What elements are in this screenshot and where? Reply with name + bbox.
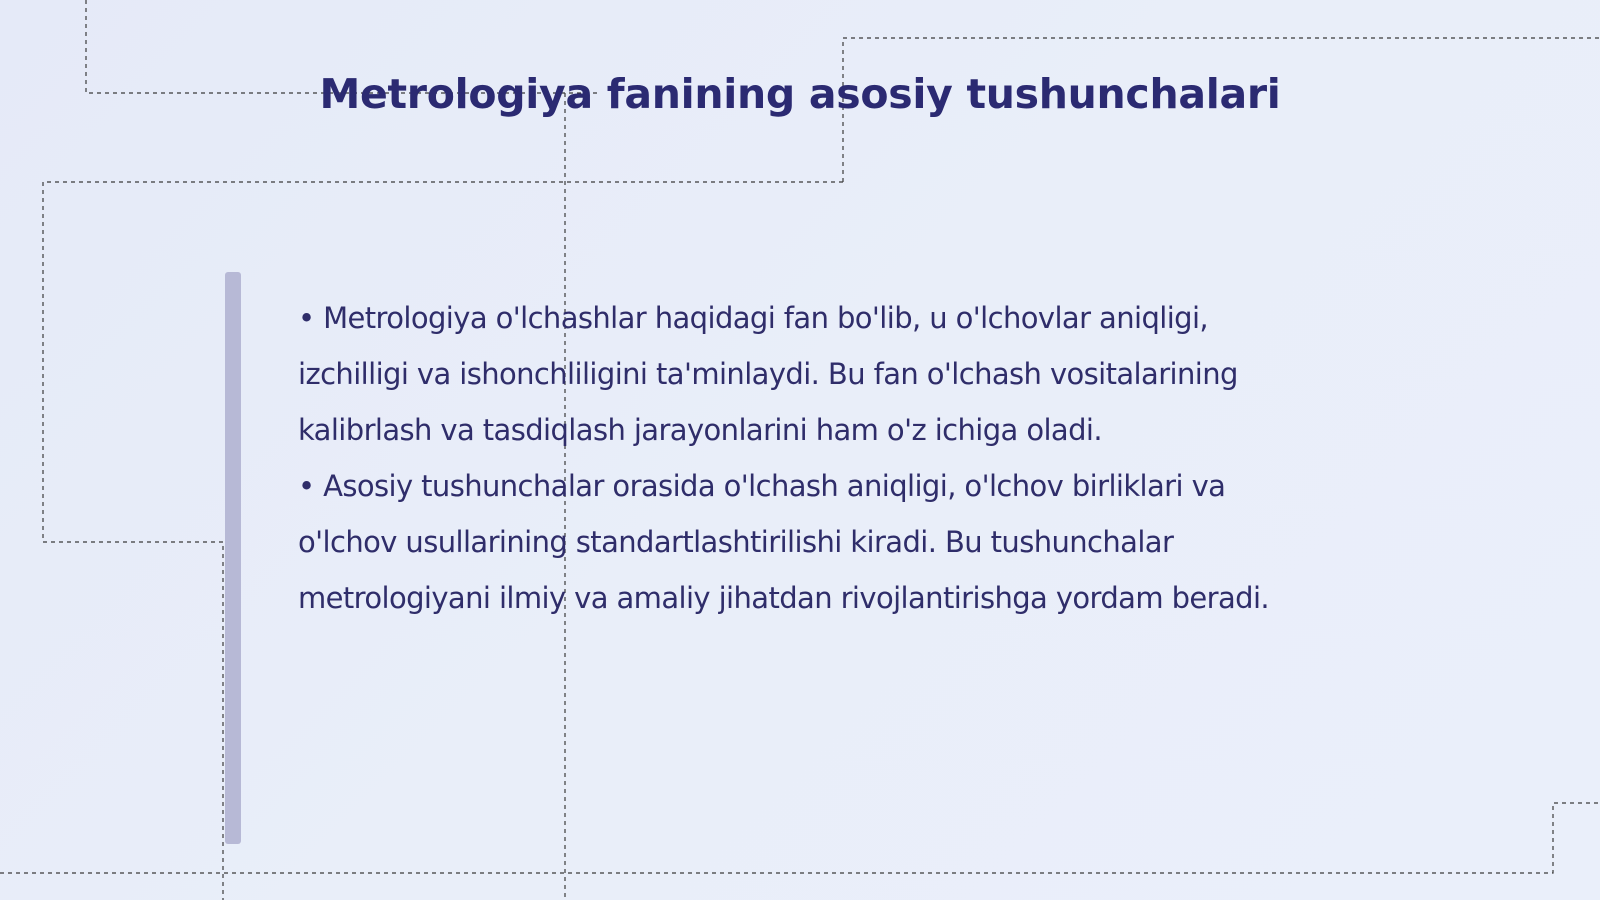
bullet-paragraph: • Asosiy tushunchalar orasida o'lchash aniqligi, o'lchov birliklari va o'lchov usullarining standartlashtirilishi kiradi. Bu tushunchalar metrologiyani ilmiy va amaliy jihatdan rivojlantirishga yordam beradi.	[298, 469, 1270, 615]
bullet-paragraph: • Metrologiya o'lchashlar haqidagi fan bo'lib, u o'lchovlar aniqligi, izchilligi va ishonchliligini ta'minlaydi. Bu fan o'lchash vositalarining kalibrlash va tasdiqlash jarayonlarini ham o'z ichiga oladi.	[298, 301, 1238, 447]
slide-title: Metrologiya fanining asosiy tushunchalari	[319, 70, 1281, 118]
slide-body	[298, 290, 1298, 626]
accent-bar	[225, 272, 241, 844]
